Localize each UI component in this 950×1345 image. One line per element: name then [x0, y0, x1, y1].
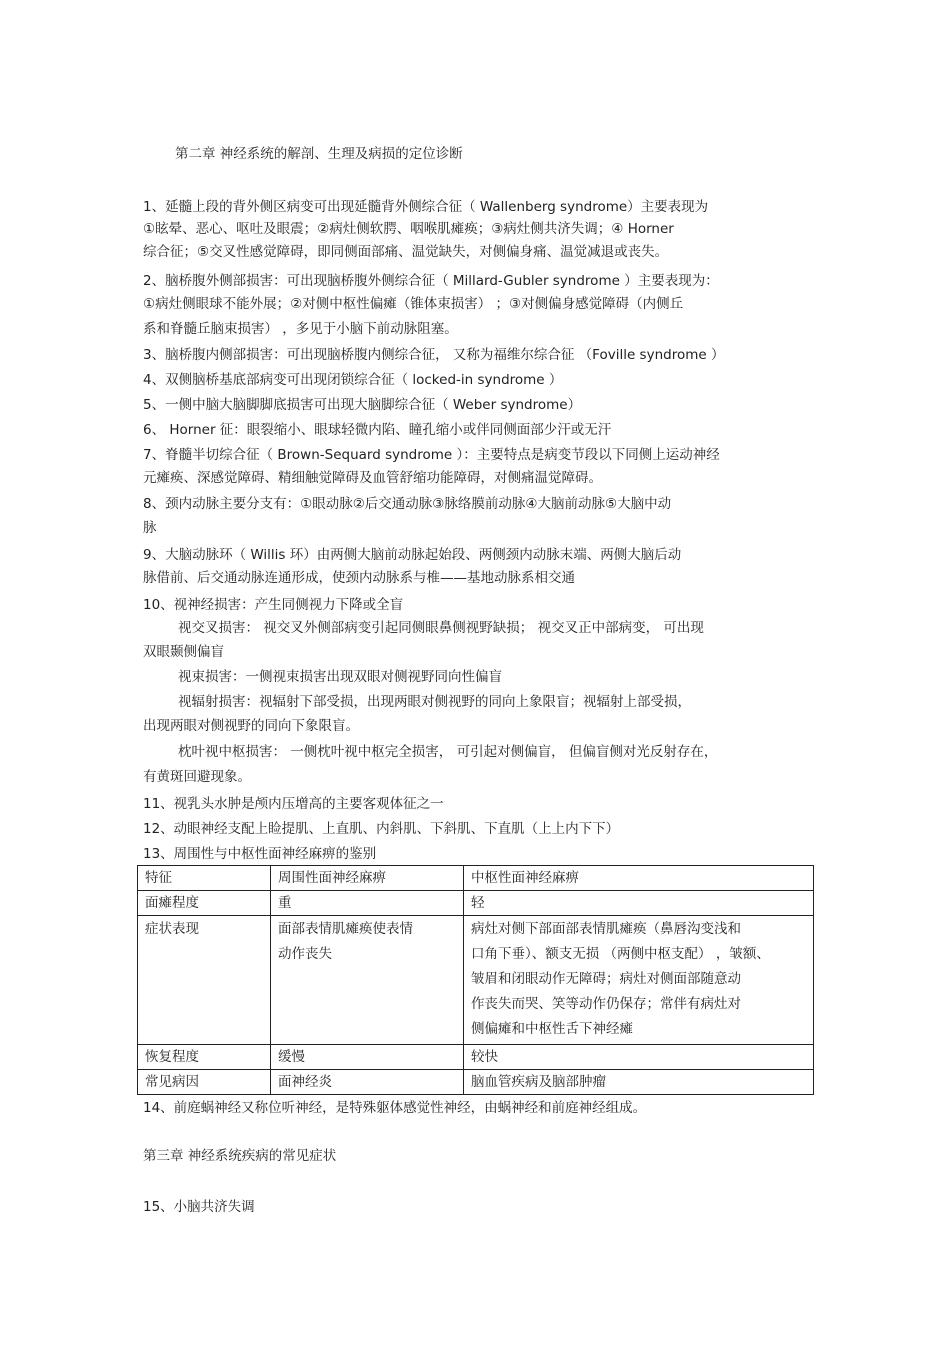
row-2-feature: 症状表现 [138, 916, 271, 1045]
item-10-line-2: 视交叉损害： 视交叉外侧部病变引起同侧眼鼻侧视野缺损； 视交叉正中部病变， 可出现 [178, 620, 704, 636]
row-1-central: 轻 [464, 891, 814, 916]
header-peripheral: 周围性面神经麻痹 [271, 866, 464, 891]
item-10-line-7: 枕叶视中枢损害： 一侧枕叶视中枢完全损害， 可引起对侧偏盲， 但偏盲侧对光反射存在， [178, 744, 718, 760]
item-2-line-3: 系和脊髓丘脑束损害） ，多见于小脑下前动脉阻塞。 [143, 321, 458, 337]
row-1-feature: 面瘫程度 [138, 891, 271, 916]
item-2-line-2: ①病灶侧眼球不能外展；②对侧中枢性偏瘫（锥体束损害） ；③对侧偏身感觉障碍（内侧丘 [143, 296, 684, 312]
row-4-central: 脑血管疾病及脑部肿瘤 [464, 1070, 814, 1095]
row-2-central-line: 侧偏瘫和中枢性舌下神经瘫 [471, 1021, 633, 1037]
row-2-central-line: 皱眉和闭眼动作无障碍；病灶对侧面部随意动 [471, 971, 741, 987]
item-10-line-8: 有黄斑回避现象。 [143, 769, 251, 785]
item-7-line-2: 元瘫痪、深感觉障碍、精细触觉障碍及血管舒缩功能障碍，对侧痛温觉障碍。 [143, 470, 602, 486]
row-3-central: 较快 [464, 1045, 814, 1070]
item-9-line-1: 9、大脑动脉环（ Willis 环）由两侧大脑前动脉起始段、两侧颈内动脉末端、两侧大脑后动 [143, 547, 682, 563]
row-3-peripheral: 缓慢 [271, 1045, 464, 1070]
row-1-peripheral: 重 [271, 891, 464, 916]
item-1-line-1: 1、延髓上段的背外侧区病变可出现延髓背外侧综合征（ Wallenberg syndrome）主要表现为 [143, 199, 709, 215]
item-6: 6、 Horner 征：眼裂缩小、眼球轻微内陷、瞳孔缩小或伴同侧面部少汗或无汗 [143, 422, 612, 438]
chapter-3-title: 第三章 神经系统疾病的常见症状 [143, 1148, 337, 1164]
facial-palsy-comparison-table [137, 865, 814, 1095]
item-3: 3、脑桥腹内侧部损害：可出现脑桥腹内侧综合征， 又称为福维尔综合征 （Foville syndrome ） [143, 347, 725, 363]
item-9-line-2: 脉借前、后交通动脉连通形成，使颈内动脉系与椎——基地动脉系相交通 [143, 570, 575, 586]
item-8-line-1: 8、颈内动脉主要分支有：①眼动脉②后交通动脉③脉络膜前动脉④大脑前动脉⑤大脑中动 [143, 496, 672, 512]
item-15: 15、小脑共济失调 [143, 1199, 255, 1215]
item-10-line-1: 10、视神经损害：产生同侧视力下降或全盲 [143, 597, 404, 613]
header-central: 中枢性面神经麻痹 [464, 866, 814, 891]
item-1-line-3: 综合征；⑤交叉性感觉障碍，即同侧面部痛、温觉缺失，对侧偏身痛、温觉减退或丧失。 [143, 244, 669, 260]
chapter-2-title: 第二章 神经系统的解剖、生理及病损的定位诊断 [175, 146, 463, 162]
row-2-central-line: 病灶对侧下部面部表情肌瘫痪（鼻唇沟变浅和 [471, 921, 741, 937]
item-14: 14、前庭蜗神经又称位听神经，是特殊躯体感觉性神经，由蜗神经和前庭神经组成。 [143, 1100, 647, 1116]
item-10-line-3: 双眼颞侧偏盲 [143, 644, 224, 660]
item-12: 12、动眼神经支配上睑提肌、上直肌、内斜肌、下斜肌、下直肌（上上内下下） [143, 821, 620, 837]
item-7-line-1: 7、脊髓半切综合征（ Brown-Sequard syndrome ）：主要特点是病变节段以下同侧上运动神经 [143, 447, 720, 463]
row-2-central [464, 916, 814, 1045]
item-10-line-6: 出现两眼对侧视野的同向下象限盲。 [143, 718, 359, 734]
table-row [138, 916, 814, 1045]
item-10-line-4: 视束损害：一侧视束损害出现双眼对侧视野同向性偏盲 [178, 669, 502, 685]
item-11: 11、视乳头水肿是颅内压增高的主要客观体征之一 [143, 796, 444, 812]
item-1-line-2: ①眩晕、恶心、呕吐及眼震；②病灶侧软腭、咽喉肌瘫痪；③病灶侧共济失调；④ Horner [143, 221, 674, 237]
item-8-line-2: 脉 [143, 520, 157, 536]
header-feature: 特征 [138, 866, 271, 891]
row-4-feature: 常见病因 [138, 1070, 271, 1095]
table-row [138, 891, 814, 916]
row-3-feature: 恢复程度 [138, 1045, 271, 1070]
row-2-central-line: 口角下垂）、额支无损 （两侧中枢支配） ，皱额、 [471, 946, 770, 962]
table-header-row [138, 866, 814, 891]
row-2-peripheral [271, 916, 464, 1045]
table-row [138, 1045, 814, 1070]
item-4: 4、双侧脑桥基底部病变可出现闭锁综合征（ locked-in syndrome ） [143, 372, 563, 388]
row-4-peripheral: 面神经炎 [271, 1070, 464, 1095]
item-5: 5、一侧中脑大脑脚脚底损害可出现大脑脚综合征（ Weber syndrome） [143, 397, 582, 413]
item-13: 13、周围性与中枢性面神经麻痹的鉴别 [143, 846, 377, 862]
row-2-peripheral-line: 动作丧失 [278, 946, 332, 962]
item-10-line-5: 视辐射损害：视辐射下部受损，出现两眼对侧视野的同向上象限盲；视辐射上部受损， [178, 694, 691, 710]
row-2-peripheral-line: 面部表情肌瘫痪使表情 [278, 921, 413, 937]
table-row [138, 1070, 814, 1095]
item-2-line-1: 2、脑桥腹外侧部损害：可出现脑桥腹外侧综合征（ Millard-Gubler syndrome ）主要表现为： [143, 273, 719, 289]
row-2-central-line: 作丧失而哭、笑等动作仍保存；常伴有病灶对 [471, 996, 741, 1012]
